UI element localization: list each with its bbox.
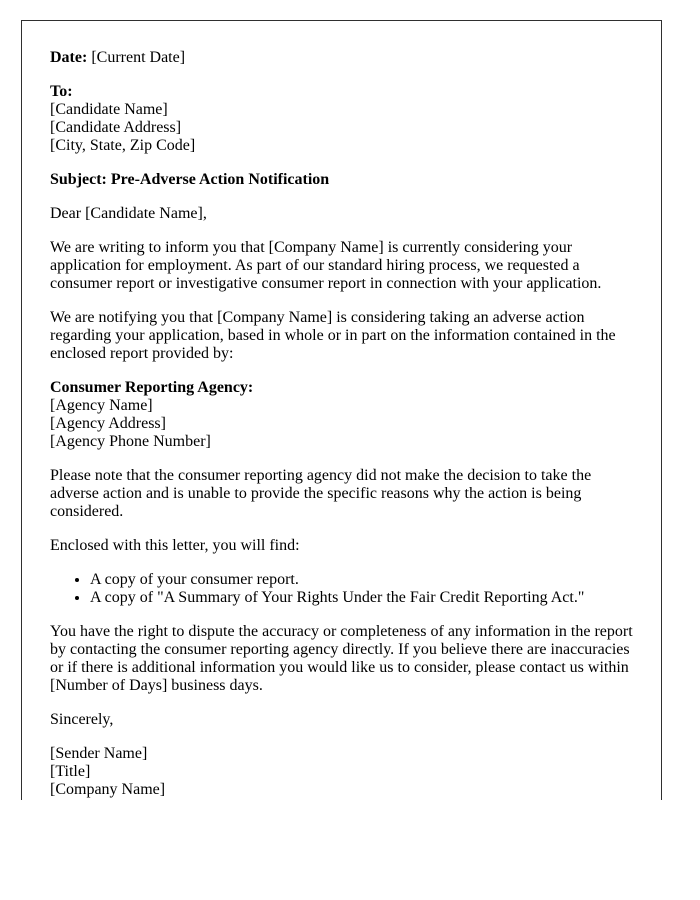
- signature-line-company: [Company Name]: [50, 781, 166, 798]
- agency-block: [50, 379, 633, 451]
- enclosure-item-consumer-report: • A copy of your consumer report.: [90, 571, 633, 589]
- recipient-line-address: [Candidate Address]: [50, 119, 182, 136]
- agency-line-phone: [Agency Phone Number]: [50, 433, 211, 450]
- recipient-block: [50, 83, 633, 155]
- date-value: [Current Date]: [91, 49, 186, 66]
- signature-line-title: [Title]: [50, 763, 91, 780]
- subject-line: [50, 171, 633, 189]
- agency-label: Consumer Reporting Agency:: [50, 379, 254, 396]
- salutation: Dear [Candidate Name],: [50, 205, 207, 222]
- agency-line-address: [Agency Address]: [50, 415, 166, 432]
- signature-block: [50, 745, 633, 799]
- subject-text: Subject: Pre-Adverse Action Notification: [50, 171, 330, 188]
- paragraph-intro: We are writing to inform you that [Company Name] is currently considering your application for employment. As part of our standard hiring process, we requested a consumer report or investigative consumer report in connection with your application.: [50, 239, 602, 292]
- date-label: Date:: [50, 49, 88, 66]
- recipient-line-name: [Candidate Name]: [50, 101, 168, 118]
- paragraph-adverse-notice: We are notifying you that [Company Name] is considering taking an adverse action regarding your application, based in whole or in part on the information contained in the enclosed report provided by:: [50, 309, 616, 362]
- paragraph-dispute-rights: You have the right to dispute the accuracy or completeness of any information in the report by contacting the consumer reporting agency directly. If you believe there are inaccuracies or if there is additional information you would like us to consider, please contact us within [Number of Days] business days.: [50, 623, 633, 694]
- to-label: To:: [50, 83, 73, 100]
- date-line: [50, 49, 633, 67]
- pre-adverse-action-letter: [21, 20, 662, 800]
- enclosure-item-fcra-summary: • A copy of "A Summary of Your Rights Under the Fair Credit Reporting Act.": [90, 589, 633, 607]
- enclosures-list: [50, 571, 633, 607]
- enclosures-intro: Enclosed with this letter, you will find:: [50, 537, 300, 554]
- signature-line-sender-name: [Sender Name]: [50, 745, 148, 762]
- recipient-line-city-state-zip: [City, State, Zip Code]: [50, 137, 196, 154]
- agency-line-name: [Agency Name]: [50, 397, 153, 414]
- paragraph-agency-disclaimer: Please note that the consumer reporting agency did not make the decision to take the adverse action and is unable to provide the specific reasons why the action is being considered.: [50, 467, 592, 520]
- closing: Sincerely,: [50, 711, 114, 728]
